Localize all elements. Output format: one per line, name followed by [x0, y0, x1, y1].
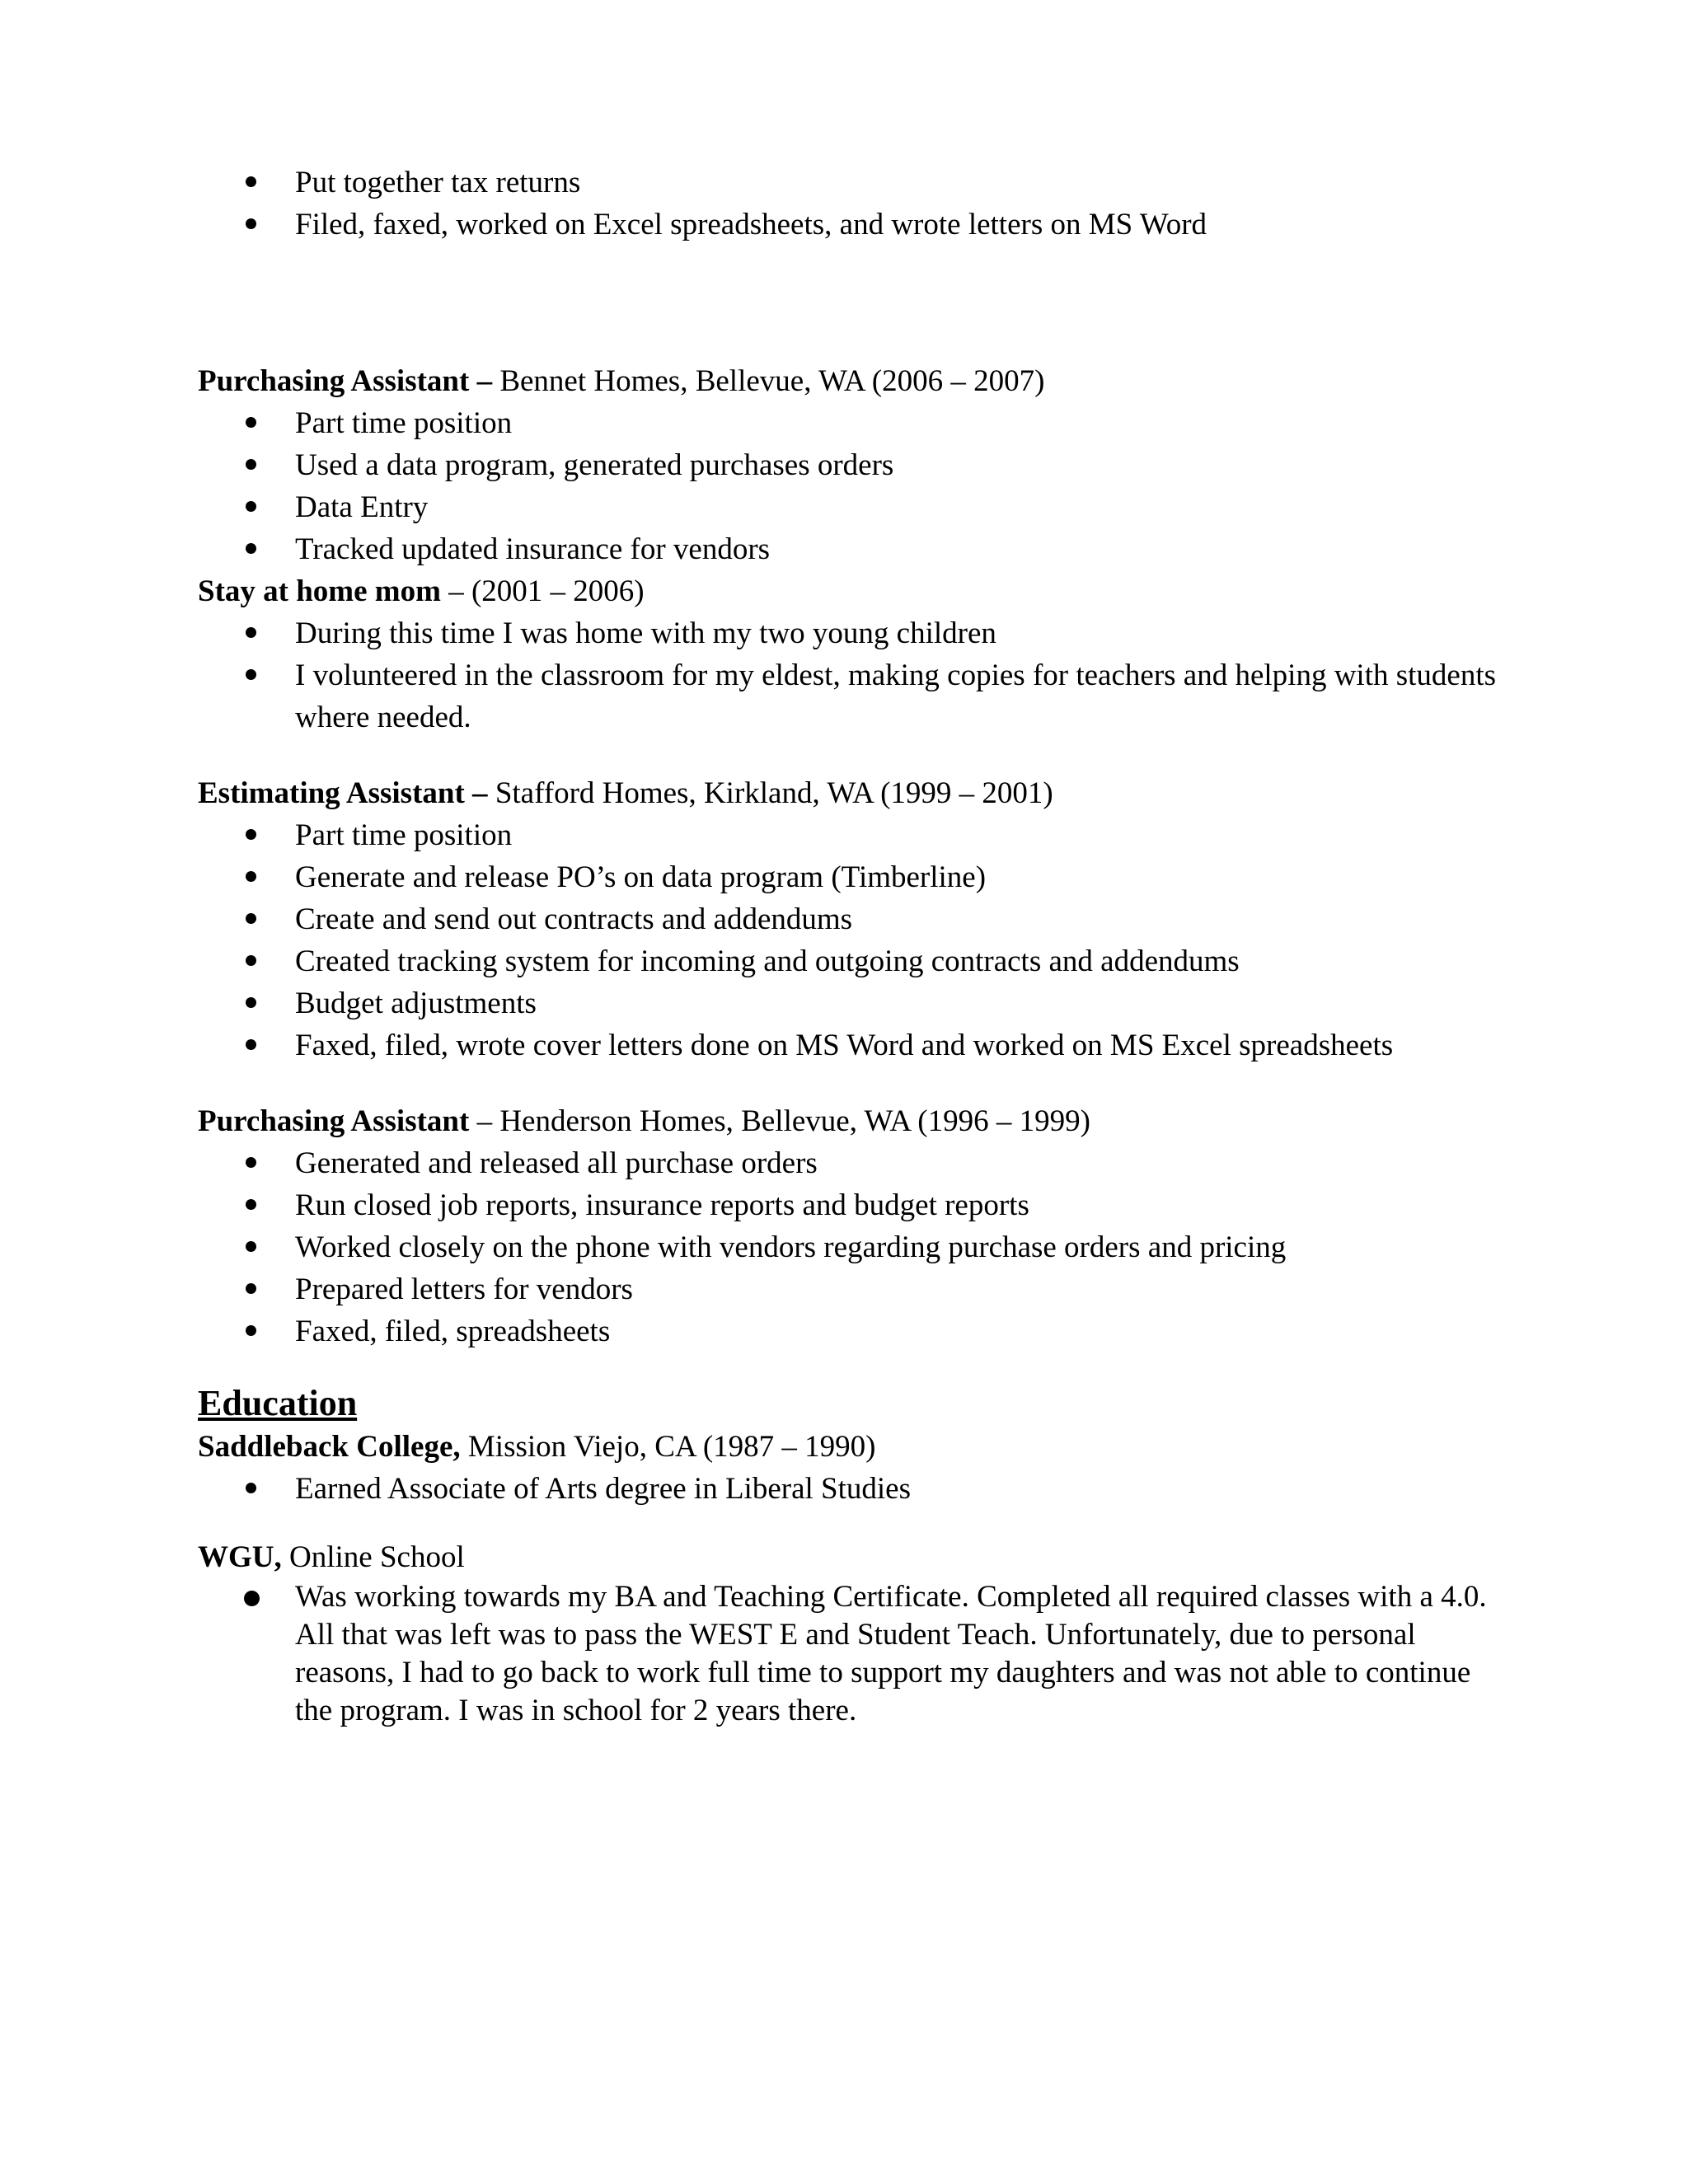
- list-item: Faxed, filed, spreadsheets: [198, 1310, 1500, 1352]
- list-item: Created tracking system for incoming and outgoing contracts and addendums: [198, 940, 1500, 982]
- list-item: Used a data program, generated purchases orders: [198, 444, 1500, 486]
- job-heading: Stay at home mom – (2001 – 2006): [198, 574, 645, 608]
- bullet-icon: [246, 913, 256, 924]
- bullet-icon: [246, 829, 256, 840]
- bullet-icon: [244, 1591, 260, 1606]
- job-bullet-list: [198, 402, 1500, 570]
- school-heading: Saddleback College, Mission Viejo, CA (1987 – 1990): [198, 1430, 876, 1464]
- list-item: Put together tax returns: [198, 162, 1500, 204]
- list-item: Worked closely on the phone with vendors regarding purchase orders and pricing: [198, 1226, 1500, 1268]
- resume-page: [198, 162, 1500, 1730]
- list-item: Run closed job reports, insurance reports and budget reports: [198, 1184, 1500, 1226]
- bullet-icon: [246, 955, 256, 966]
- job-heading: Purchasing Assistant – Henderson Homes, Bellevue, WA (1996 – 1999): [198, 1104, 1090, 1138]
- job-bullet-list: [198, 612, 1500, 738]
- bullet-icon: [246, 669, 256, 680]
- bullet-icon: [246, 1039, 256, 1050]
- intro-bullet-list: [198, 162, 1500, 246]
- list-item: Data Entry: [198, 486, 1500, 528]
- list-item: Prepared letters for vendors: [198, 1268, 1500, 1310]
- list-item: Earned Associate of Arts degree in Liberal Studies: [198, 1468, 1500, 1510]
- list-item: I volunteered in the classroom for my eldest, making copies for teachers and helping with students where needed.: [198, 654, 1500, 738]
- bullet-icon: [246, 459, 256, 470]
- school-heading: WGU, Online School: [198, 1540, 465, 1574]
- bullet-icon: [246, 627, 256, 638]
- list-item: Generated and released all purchase orders: [198, 1142, 1500, 1184]
- school-bullet-list: [198, 1468, 1500, 1510]
- bullet-icon: [246, 1241, 256, 1252]
- bullet-icon: [246, 1283, 256, 1294]
- job-heading: Estimating Assistant – Stafford Homes, Kirkland, WA (1999 – 2001): [198, 776, 1053, 810]
- list-item: Create and send out contracts and addendums: [198, 898, 1500, 940]
- bullet-icon: [246, 1199, 256, 1210]
- bullet-icon: [246, 417, 256, 428]
- bullet-icon: [246, 1157, 256, 1168]
- bullet-icon: [246, 997, 256, 1008]
- list-item: Generate and release PO’s on data program (Timberline): [198, 856, 1500, 898]
- bullet-icon: [246, 1483, 256, 1493]
- list-item: Part time position: [198, 402, 1500, 444]
- list-item: During this time I was home with my two young children: [198, 612, 1500, 654]
- bullet-icon: [246, 176, 256, 187]
- list-item: Budget adjustments: [198, 982, 1500, 1024]
- bullet-icon: [246, 871, 256, 882]
- bullet-icon: [246, 218, 256, 229]
- job-bullet-list: [198, 814, 1500, 1066]
- list-item: Part time position: [198, 814, 1500, 856]
- bullet-icon: [246, 543, 256, 554]
- list-item: Tracked updated insurance for vendors: [198, 528, 1500, 570]
- job-bullet-list: [198, 1142, 1500, 1352]
- list-item: Was working towards my BA and Teaching Certificate. Completed all required classes with a 4.0. All that was left was to pass the WEST E and Student Teach. Unfortunately, due to personal reasons, I had to go back to work full time to support my daughters and was not able to continue the program. I was in school for 2 years there.: [198, 1578, 1500, 1730]
- education-section-title: Education: [198, 1383, 358, 1423]
- list-item: Faxed, filed, wrote cover letters done on MS Word and worked on MS Excel spreadsheets: [198, 1024, 1500, 1066]
- bullet-icon: [246, 1325, 256, 1336]
- bullet-icon: [246, 501, 256, 512]
- list-item: Filed, faxed, worked on Excel spreadsheets, and wrote letters on MS Word: [198, 204, 1500, 246]
- school-bullet-list: [198, 1578, 1500, 1730]
- job-heading: Purchasing Assistant – Bennet Homes, Bellevue, WA (2006 – 2007): [198, 364, 1045, 398]
